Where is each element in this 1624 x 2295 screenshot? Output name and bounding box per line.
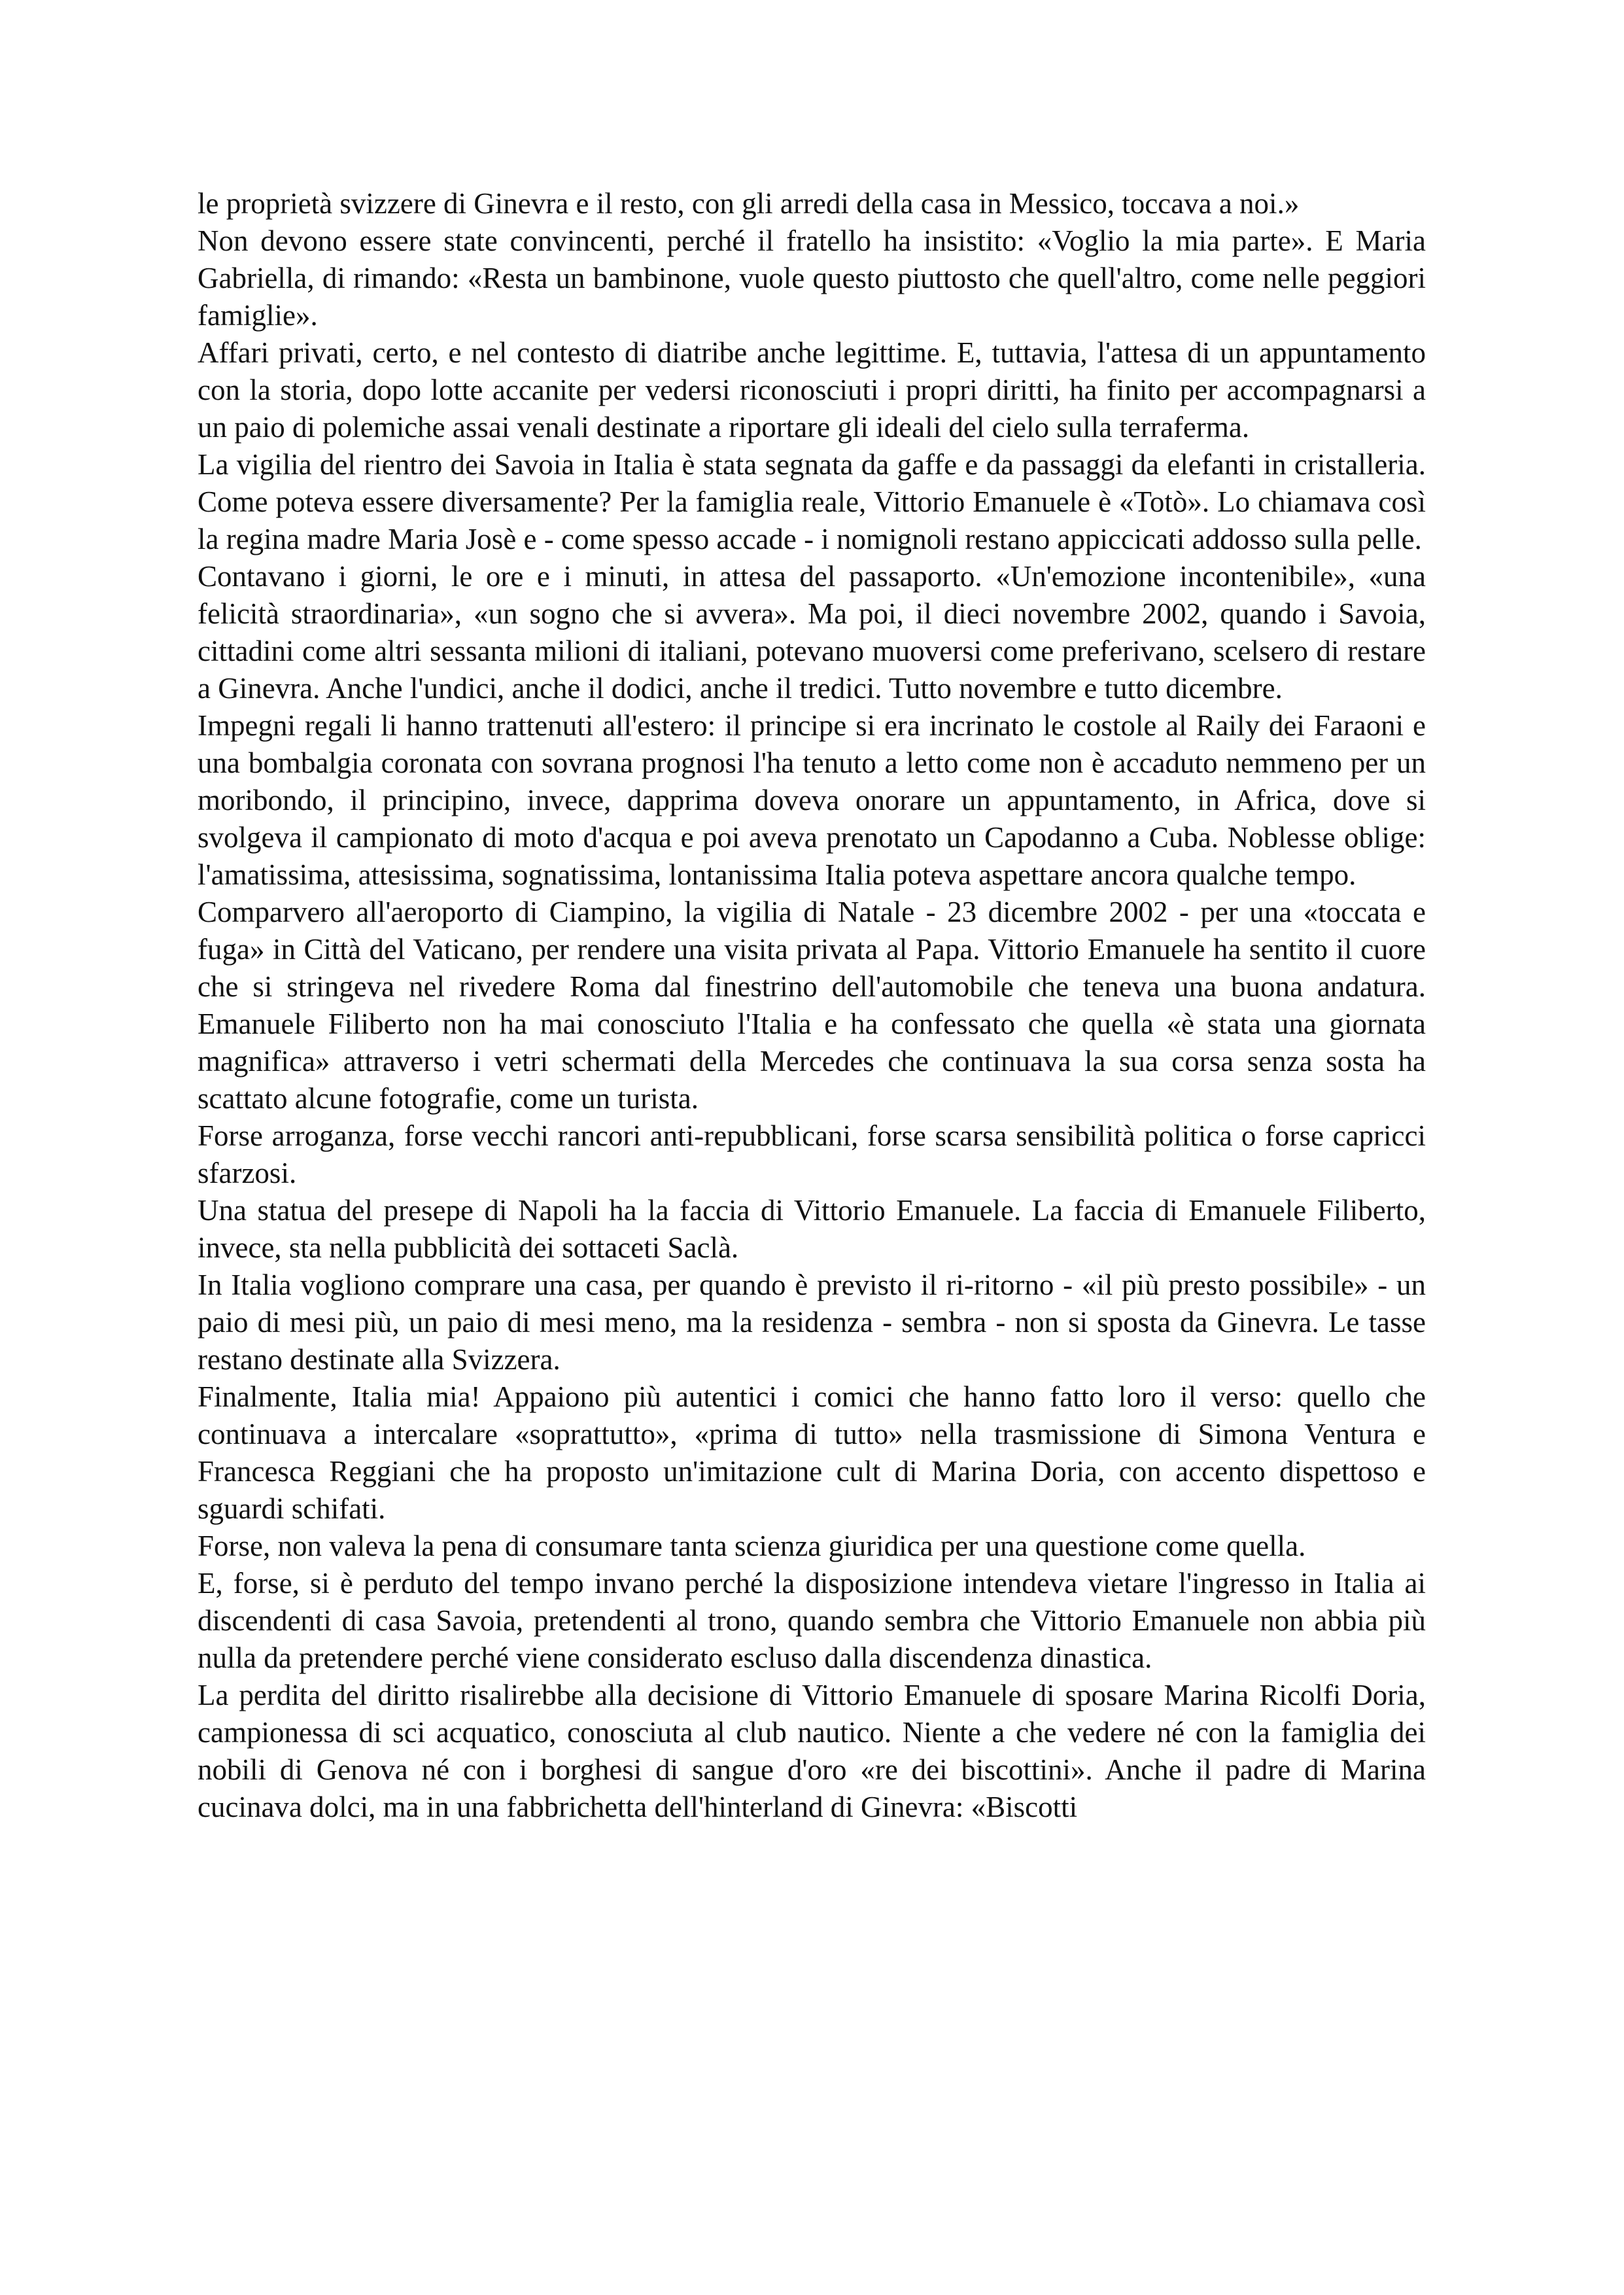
paragraph-5: Contavano i giorni, le ore e i minuti, in attesa del passaporto. «Un'emozione incontenibile», «una felicità straordinaria», «un sogno che si avvera». Ma poi, il dieci novembre 2002, quando i Savoia, cittadini come altri sessanta milioni di italiani, potevano muoversi come preferivano, scelsero di restare a Ginevra. Anche l'undici, anche il dodici, anche il tredici. Tutto novembre e tutto dicembre.: [198, 560, 1426, 705]
paragraph-9: Una statua del presepe di Napoli ha la faccia di Vittorio Emanuele. La faccia di Emanuele Filiberto, invece, sta nella pubblicità dei sottaceti Saclà.: [198, 1194, 1426, 1264]
paragraph-8: Forse arroganza, forse vecchi rancori anti-repubblicani, forse scarsa sensibilità politica o forse capricci sfarzosi.: [198, 1119, 1426, 1189]
paragraph-11: Finalmente, Italia mia! Appaiono più autentici i comici che hanno fatto loro il verso: quello che continuava a intercalare «soprattutto», «prima di tutto» nella trasmissione di Simona Ventura e Francesca Reggiani che ha proposto un'imitazione cult di Marina Doria, con accento dispettoso e sguardi schifati.: [198, 1380, 1426, 1525]
paragraph-6: Impegni regali li hanno trattenuti all'estero: il principe si era incrinato le costole al Raily dei Faraoni e una bombalgia coronata con sovrana prognosi l'ha tenuto a letto come non è accaduto nemmeno per un moribondo, il principino, invece, dapprima doveva onorare un appuntamento, in Africa, dove si svolgeva il campionato di moto d'acqua e poi aveva prenotato un Capodanno a Cuba. Noblesse oblige: l'amatissima, attesissima, sognatissima, lontanissima Italia poteva aspettare ancora qualche tempo.: [198, 709, 1426, 891]
paragraph-2: Non devono essere state convincenti, perché il fratello ha insistito: «Voglio la mia parte». E Maria Gabriella, di rimando: «Resta un bambinone, vuole questo piuttosto che quell'altro, come nelle peggiori famiglie».: [198, 224, 1426, 332]
paragraph-12: Forse, non valeva la pena di consumare tanta scienza giuridica per una questione come quella.: [198, 1530, 1306, 1562]
paragraph-3: Affari privati, certo, e nel contesto di diatribe anche legittime. E, tuttavia, l'attesa di un appuntamento con la storia, dopo lotte accanite per vedersi riconosciuti i propri diritti, ha finito per accompagnarsi a un paio di polemiche assai venali destinate a riportare gli ideali del cielo sulla terraferma.: [198, 336, 1426, 444]
paragraph-10: In Italia vogliono comprare una casa, per quando è previsto il ri-ritorno - «il più presto possibile» - un paio di mesi più, un paio di mesi meno, ma la residenza - sembra - non si sposta da Ginevra. Le tasse restano destinate alla Svizzera.: [198, 1269, 1426, 1376]
paragraph-7: Comparvero all'aeroporto di Ciampino, la vigilia di Natale - 23 dicembre 2002 - per una «toccata e fuga» in Città del Vaticano, per rendere una visita privata al Papa. Vittorio Emanuele ha sentito il cuore che si stringeva nel rivedere Roma dal finestrino dell'automobile che teneva una buona andatura. Emanuele Filiberto non ha mai conosciuto l'Italia e ha confessato che quella «è stata una giornata magnifica» attraverso i vetri schermati della Mercedes che continuava la sua corsa senza sosta ha scattato alcune fotografie, come un turista.: [198, 896, 1426, 1115]
paragraph-1: le proprietà svizzere di Ginevra e il resto, con gli arredi della casa in Messico, toccava a noi.»: [198, 187, 1300, 220]
paragraph-14: La perdita del diritto risalirebbe alla decisione di Vittorio Emanuele di sposare Marina Ricolfi Doria, campionessa di sci acquatico, conosciuta al club nautico. Niente a che vedere né con la famiglia dei nobili di Genova né con i borghesi di sangue d'oro «re dei biscottini». Anche il padre di Marina cucinava dolci, ma in una fabbrichetta dell'hinterland di Ginevra: «Biscotti: [198, 1679, 1426, 1823]
paragraph-13: E, forse, si è perduto del tempo invano perché la disposizione intendeva vietare l'ingresso in Italia ai discendenti di casa Savoia, pretendenti al trono, quando sembra che Vittorio Emanuele non abbia più nulla da pretendere perché viene considerato escluso dalla discendenza dinastica.: [198, 1567, 1426, 1674]
document-page: [198, 185, 1426, 1826]
paragraph-4: La vigilia del rientro dei Savoia in Italia è stata segnata da gaffe e da passaggi da elefanti in cristalleria. Come poteva essere diversamente? Per la famiglia reale, Vittorio Emanuele è «Totò». Lo chiamava così la regina madre Maria Josè e - come spesso accade - i nomignoli restano appiccicati addosso sulla pelle.: [198, 448, 1426, 555]
